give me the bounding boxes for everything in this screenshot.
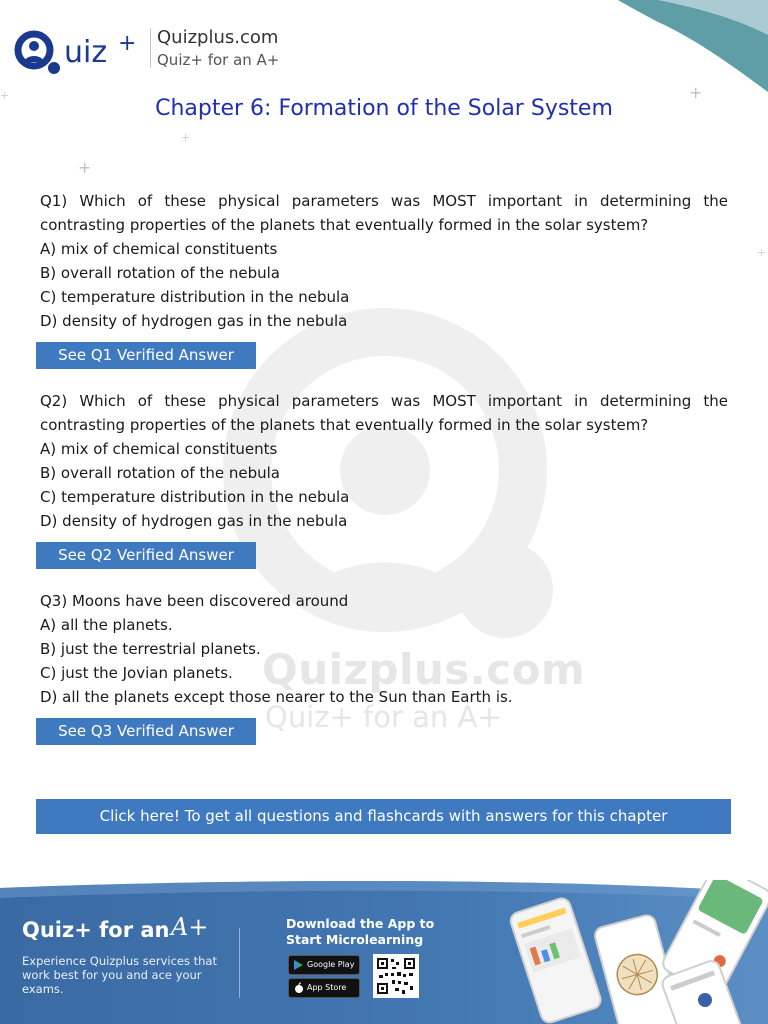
option-c: C) temperature distribution in the nebula: [40, 488, 350, 506]
svg-text:+: +: [118, 31, 137, 56]
watermark-tagline: Quiz+ for an A+: [265, 700, 502, 734]
see-q2-answer-button[interactable]: See Q2 Verified Answer: [36, 542, 256, 569]
qr-code-icon: [373, 954, 419, 998]
option-d: D) density of hydrogen gas in the nebula: [40, 312, 348, 330]
google-play-button[interactable]: [288, 955, 360, 975]
option-a: A) mix of chemical constituents: [40, 440, 278, 458]
plus-decoration: +: [78, 158, 92, 177]
question-text: Q2) Which of these physical parameters was MOST important in determining the contrasting properties of the planets that eventually formed in the solar system?: [40, 392, 728, 434]
app-store-button[interactable]: [288, 978, 360, 998]
option-b: B) overall rotation of the nebula: [40, 464, 280, 482]
footer-description: Experience Quizplus services that work best for you and ace your exams.: [22, 954, 217, 996]
footer-separator: [239, 928, 240, 998]
question-text: Q3) Moons have been discovered around: [40, 592, 349, 610]
question-2: [40, 389, 728, 533]
footer-title: Quiz+ for an: [22, 918, 170, 942]
google-play-icon: [293, 959, 305, 971]
footer-aplus: A+: [171, 913, 209, 941]
option-a: A) mix of chemical constituents: [40, 240, 278, 258]
all-questions-cta-button[interactable]: Click here! To get all questions and flashcards with answers for this chapter: [36, 799, 731, 834]
option-c: C) temperature distribution in the nebula: [40, 288, 350, 306]
site-name: Quizplus.com: [157, 27, 279, 48]
site-tagline: Quiz+ for an A+: [157, 51, 280, 69]
google-play-label: Google Play: [307, 960, 355, 969]
download-app-text: Download the App to Start Microlearning: [286, 916, 435, 947]
plus-decoration: +: [181, 131, 191, 144]
question-3: [40, 589, 728, 709]
app-phones-illustration: [505, 880, 768, 1024]
svg-text:uiz: uiz: [64, 35, 108, 70]
plus-decoration: +: [0, 89, 10, 102]
top-wave-decoration: [508, 0, 768, 95]
watermark-site-name: Quizplus.com: [262, 645, 586, 694]
see-q3-answer-button[interactable]: See Q3 Verified Answer: [36, 718, 256, 745]
option-d: D) all the planets except those nearer to the Sun than Earth is.: [40, 688, 513, 706]
chapter-title: Chapter 6: Formation of the Solar System: [155, 96, 613, 121]
see-q1-answer-button[interactable]: See Q1 Verified Answer: [36, 342, 256, 369]
plus-decoration: +: [757, 246, 767, 259]
option-c: C) just the Jovian planets.: [40, 664, 233, 682]
quizplus-logo[interactable]: [14, 24, 149, 80]
option-d: D) density of hydrogen gas in the nebula: [40, 512, 348, 530]
question-text: Q1) Which of these physical parameters was MOST important in determining the contrasting properties of the planets that eventually formed in the solar system?: [40, 192, 728, 234]
option-b: B) just the terrestrial planets.: [40, 640, 261, 658]
logo-separator: [150, 28, 151, 68]
question-1: [40, 189, 728, 333]
app-store-label: App Store: [307, 983, 347, 992]
option-b: B) overall rotation of the nebula: [40, 264, 280, 282]
apple-icon: [293, 982, 305, 994]
option-a: A) all the planets.: [40, 616, 173, 634]
plus-decoration: +: [689, 83, 703, 102]
